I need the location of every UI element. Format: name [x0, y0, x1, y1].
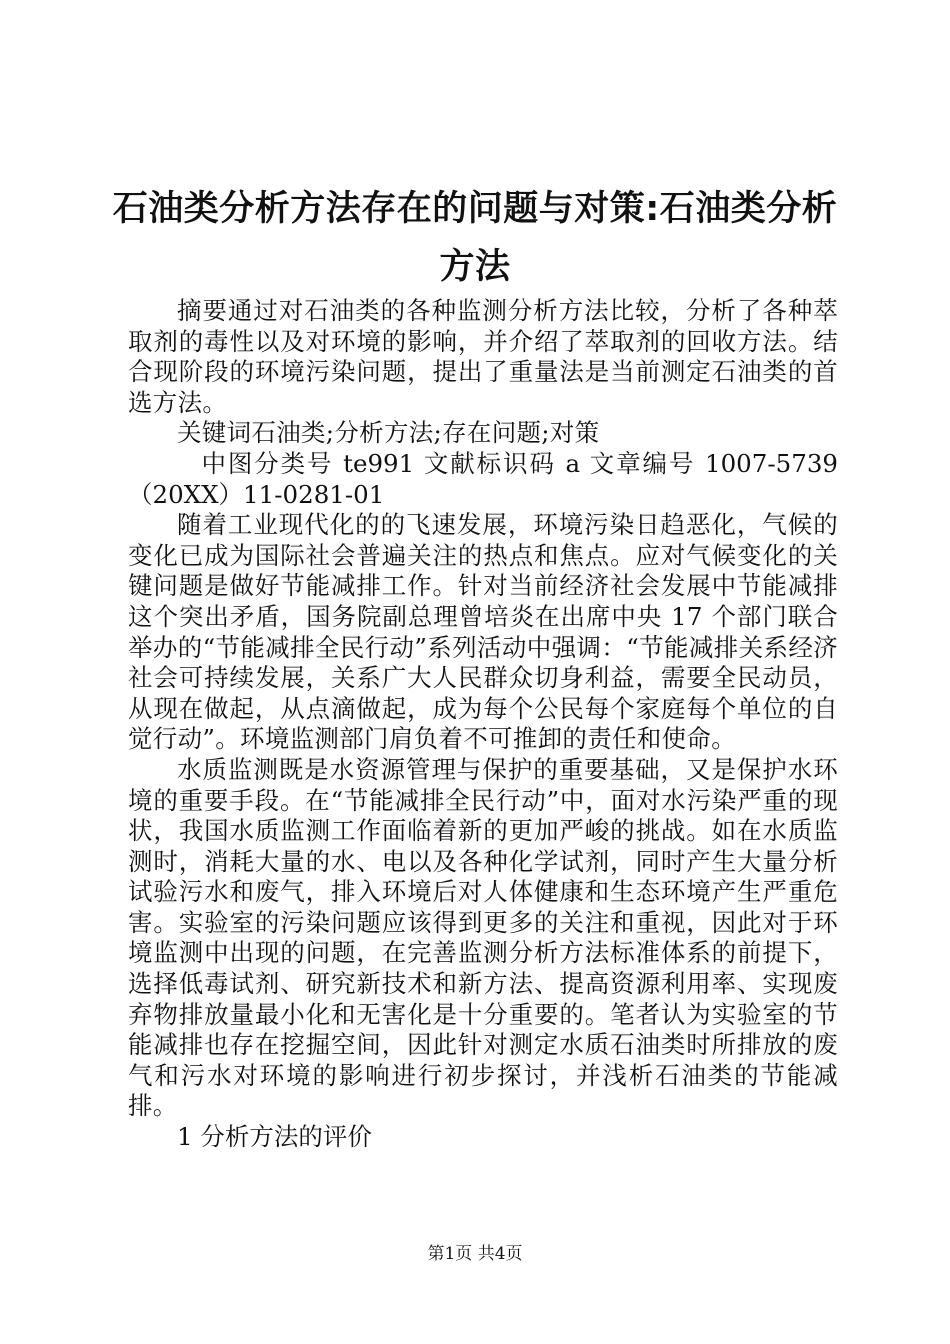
body-paragraph: 水质监测既是水资源管理与保护的重要基础，又是保护水环境的重要手段。在“节能减排全民行动”中，面对水污染严重的现状，我国水质监测工作面临着新的更加严峻的挑战。如在水质监测时，消耗大量的水、电以及各种化学试剂，同时产生大量分析试验污水和废气，排入环境后对人体健康和生态环境产生严重危害。实验室的污染问题应该得到更多的关注和重视，因此对于环境监测中出现的问题，在完善监测分析方法标准体系的前提下，选择低毒试剂、研究新技术和新方法、提高资源利用率、实现废弃物排放量最小化和无害化是十分重要的。笔者认为实验室的节能减排也存在挖掘空间，因此针对测定水质石油类时所排放的废气和污水对环境的影响进行初步探讨，并浅析石油类的节能减排。	[128, 754, 838, 1121]
section-heading: 1 分析方法的评价	[177, 1122, 372, 1152]
abstract-paragraph: 摘要通过对石油类的各种监测分析方法比较，分析了各种萃取剂的毒性以及对环境的影响，并介绍了萃取剂的回收方法。结合现阶段的环境污染问题，提出了重量法是当前测定石油类的首选方法。	[128, 296, 838, 417]
keywords-paragraph: 关键词石油类;分析方法;存在问题;对策	[177, 418, 600, 448]
classification-paragraph: 中图分类号 te991 文献标识码 a 文章编号 1007-5739（20XX）11-0281-01	[128, 448, 838, 509]
page-footer: 第1页 共4页	[427, 1244, 523, 1264]
document-title: 石油类分析方法存在的问题与对策:石油类分析方法	[112, 189, 838, 287]
body-paragraph: 随着工业现代化的的飞速发展，环境污染日趋恶化，气候的变化已成为国际社会普遍关注的热点和焦点。应对气候变化的关键问题是做好节能减排工作。针对当前经济社会发展中节能减排这个突出矛盾，国务院副总理曾培炎在出席中央 17 个部门联合举办的“节能减排全民行动”系列活动中强调：“节能减排关系经济社会可持续发展，关系广大人民群众切身利益，需要全民动员，从现在做起，从点滴做起，成为每个公民每个家庭每个单位的自觉行动”。环境监测部门肩负着不可推卸的责任和使命。	[128, 510, 838, 754]
document-body	[128, 296, 838, 1153]
